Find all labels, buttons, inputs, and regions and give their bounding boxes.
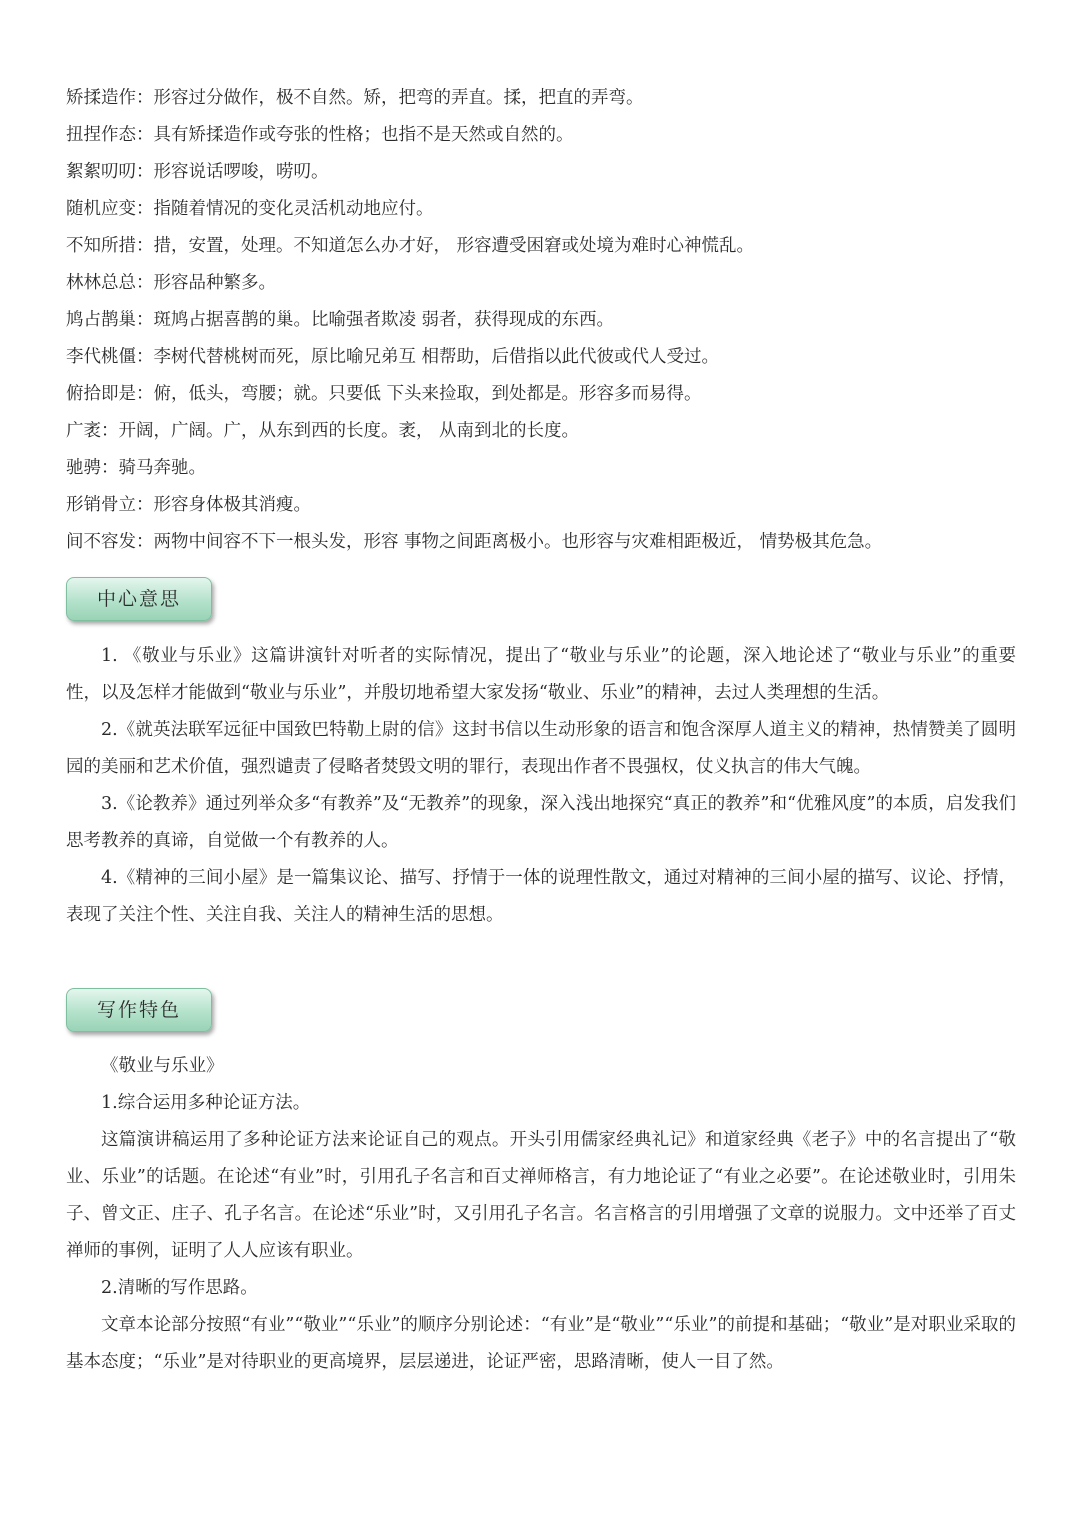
paragraph: 1. 《敬业与乐业》这篇讲演针对听者的实际情况，提出了“敬业与乐业”的论题，深入地论述了“敬业与乐业”的重要性，以及怎样才能做到“敬业与乐业”，并殷切地希望大家发扬“敬业、乐业”的精神，去过人类理想的生活。 [66, 646, 1016, 703]
vocab-item: 絮絮叨叨：形容说话啰唆，唠叨。 [66, 162, 329, 182]
vocabulary-list [66, 80, 1026, 561]
vocab-item: 鸠占鹊巢：斑鸠占据喜鹊的巢。比喻强者欺凌 弱者，获得现成的东西。 [66, 310, 615, 330]
paragraph: 2.《就英法联军远征中国致巴特勒上尉的信》这封书信以生动形象的语言和饱含深厚人道主义的精神，热情赞美了圆明园的美丽和艺术价值，强烈谴责了侵略者焚毁文明的罪行，表现出作者不畏强权，仗义执言的伟大气魄。 [66, 720, 1016, 777]
vocab-item: 林林总总：形容品种繁多。 [66, 273, 276, 293]
point-heading: 2.清晰的写作思路。 [101, 1278, 258, 1298]
vocab-item: 不知所措：措，安置，处理。不知道怎么办才好， 形容遭受困窘或处境为难时心神慌乱。 [66, 236, 755, 256]
paragraph: 3.《论教养》通过列举众多“有教养”及“无教养”的现象，深入浅出地探究“真正的教养”和“优雅风度”的本质，启发我们思考教养的真谛，自觉做一个有教养的人。 [66, 794, 1016, 851]
vocab-item: 李代桃僵：李树代替桃树而死，原比喻兄弟互 相帮助，后借指以此代彼或代人受过。 [66, 347, 720, 367]
paragraph: 文章本论部分按照“有业”“敬业”“乐业”的顺序分别论述：“有业”是“敬业”“乐业”的前提和基础；“敬业”是对职业采取的基本态度；“乐业”是对待职业的更高境界，层层递进，论证严密，思路清晰，使人一目了然。 [66, 1315, 1016, 1372]
section-heading-writing-features: 写作特色 [66, 988, 212, 1032]
section-heading-center-idea: 中心意思 [66, 577, 212, 621]
vocab-item: 扭捏作态：具有矫揉造作或夸张的性格；也指不是天然或自然的。 [66, 125, 574, 145]
vocab-item: 矫揉造作：形容过分做作，极不自然。矫，把弯的弄直。揉，把直的弄弯。 [66, 88, 644, 108]
vocab-item: 随机应变：指随着情况的变化灵活机动地应付。 [66, 199, 434, 219]
vocab-item: 间不容发：两物中间容不下一根头发，形容 事物之间距离极小。也形容与灾难相距极近， 情势极其危急。 [66, 532, 883, 552]
vocab-item: 形销骨立：形容身体极其消瘦。 [66, 495, 311, 515]
paragraph: 这篇演讲稿运用了多种论证方法来论证自己的观点。开头引用儒家经典礼记》和道家经典《老子》中的名言提出了“敬业、乐业”的话题。在论述“有业”时，引用孔子名言和百丈禅师格言，有力地论证了“有业之必要”。在论述敬业时，引用朱子、曾文正、庄子、孔子名言。在论述“乐业”时，又引用孔子名言。名言格言的引用增强了文章的说服力。文中还举了百丈禅师的事例，证明了人人应该有职业。 [66, 1130, 1016, 1261]
vocab-item: 俯拾即是：俯，低头，弯腰；就。只要低 下头来捡取，到处都是。形容多而易得。 [66, 384, 702, 404]
writing-features-content [66, 1048, 1016, 1381]
paragraph: 4.《精神的三间小屋》是一篇集议论、描写、抒情于一体的说理性散文，通过对精神的三间小屋的描写、议论、抒情，表现了关注个性、关注自我、关注人的精神生活的思想。 [66, 868, 1016, 925]
subheading-article-title: 《敬业与乐业》 [101, 1056, 224, 1076]
vocab-item: 广袤：开阔，广阔。广，从东到西的长度。袤， 从南到北的长度。 [66, 421, 580, 441]
point-heading: 1.综合运用多种论证方法。 [101, 1093, 311, 1113]
vocab-item: 驰骋：骑马奔驰。 [66, 458, 206, 478]
center-idea-content [66, 638, 1016, 934]
